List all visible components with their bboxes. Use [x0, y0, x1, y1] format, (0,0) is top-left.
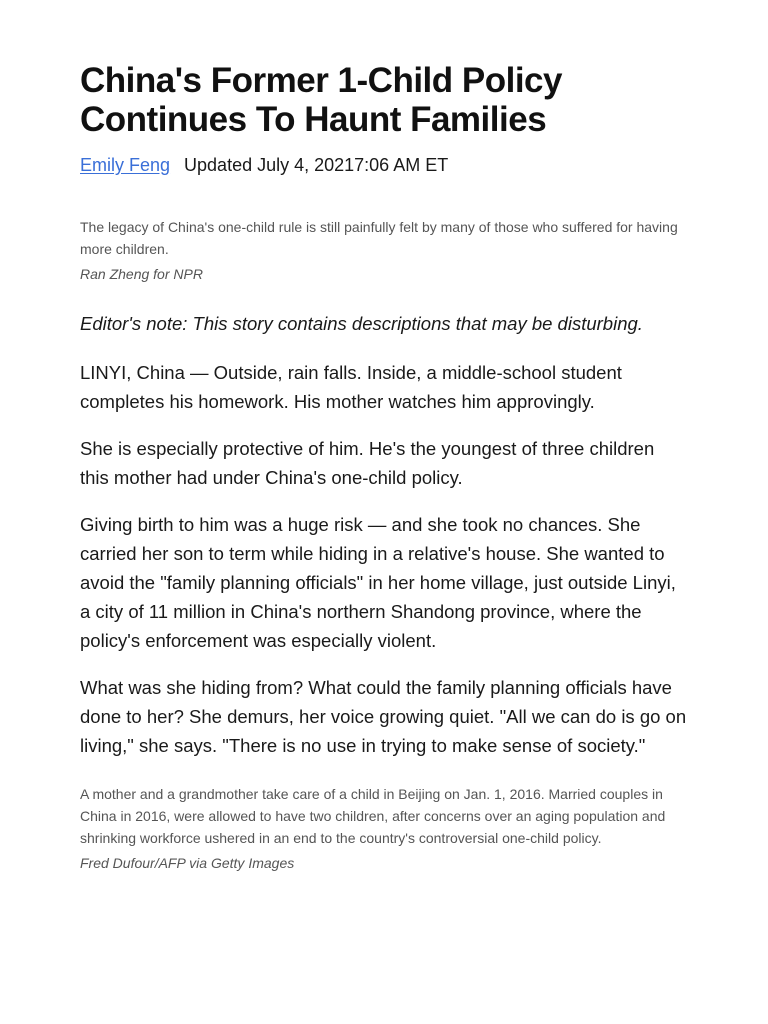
body-paragraph: She is especially protective of him. He's the youngest of three children this mother had under China's one-child policy.: [80, 438, 655, 488]
body-paragraph: LINYI, China — Outside, rain falls. Inside, a middle-school student completes his homework. His mother watches him approvingly.: [80, 362, 622, 412]
photo-credit: Ran Zheng for NPR: [80, 266, 203, 282]
photo-caption-block: [80, 216, 688, 285]
updated-timestamp: Updated July 4, 20217:06 AM ET: [184, 155, 449, 175]
photo-caption: A mother and a grandmother take care of a child in Beijing on Jan. 1, 2016. Married couples in China in 2016, were allowed to have two children, after concerns over an aging population and shrinking workforce ushered in an end to the country's controversial one-child policy.: [80, 786, 666, 846]
photo-credit: Fred Dufour/AFP via Getty Images: [80, 855, 295, 871]
byline: [80, 154, 688, 176]
article-body: [80, 309, 688, 760]
body-paragraph: What was she hiding from? What could the family planning officials have done to her? She demurs, her voice growing quiet. "All we can do is go on living," she says. "There is no use in trying to make sense of society.": [80, 677, 687, 756]
author-link[interactable]: Emily Feng: [80, 155, 171, 175]
article-headline: China's Former 1-Child Policy Continues To Haunt Families: [80, 61, 562, 139]
photo-caption: The legacy of China's one-child rule is still painfully felt by many of those who suffered for having more children.: [80, 219, 678, 257]
photo-caption-block: [80, 783, 688, 874]
editors-note: Editor's note: This story contains descriptions that may be disturbing.: [80, 313, 643, 334]
body-paragraph: Giving birth to him was a huge risk — and she took no chances. She carried her son to term while hiding in a relative's house. She wanted to avoid the "family planning officials" in her home village, just outside Linyi, a city of 11 million in China's northern Shandong province, where the policy's enforcement was especially violent.: [80, 514, 676, 651]
